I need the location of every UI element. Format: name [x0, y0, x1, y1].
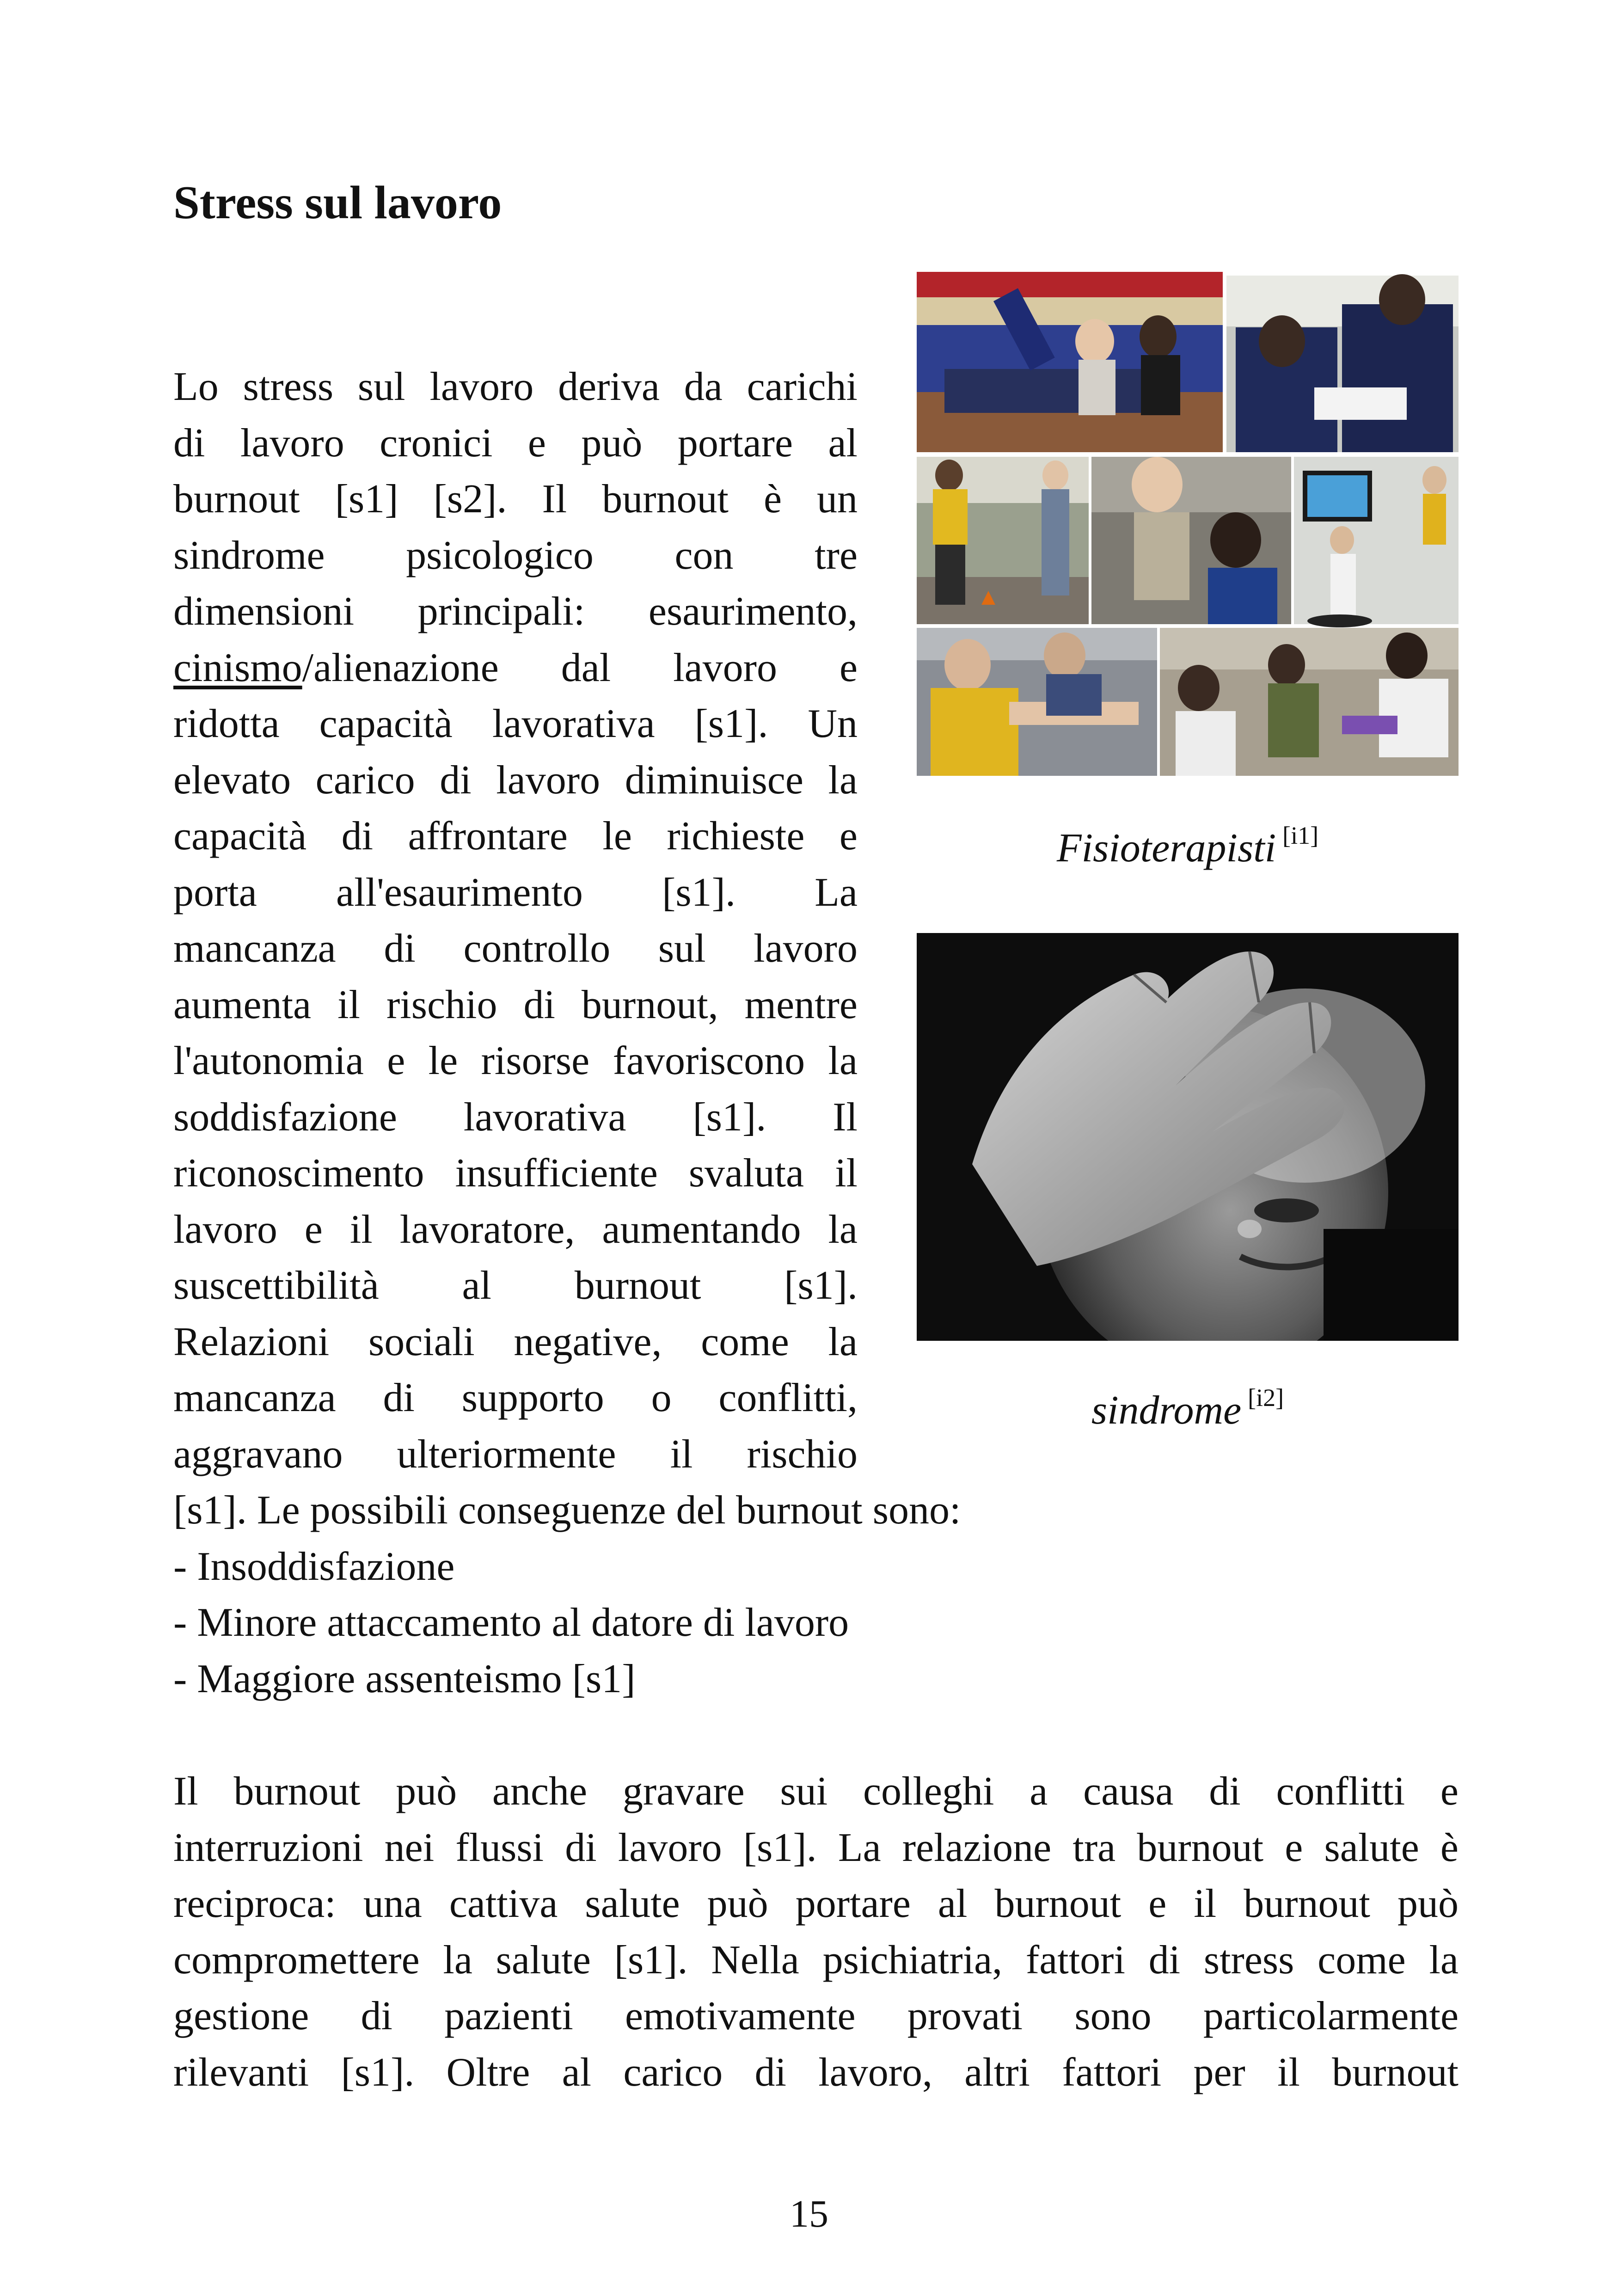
list-item: - Minore attaccamento al datore di lavoro	[173, 1600, 849, 1645]
text-line: capacità di affrontare le richieste e	[173, 814, 858, 859]
text-line: l'autonomia e le risorse favoriscono la	[173, 1038, 858, 1083]
caption-text: sindrome	[1091, 1388, 1242, 1433]
collage-photo-gym-stretch	[917, 272, 1223, 452]
figure-caption-physiotherapists	[917, 821, 1459, 872]
collage-photo-balance-training	[917, 457, 1089, 624]
stressed-man-photo	[917, 933, 1459, 1341]
image-reference: [i1]	[1282, 822, 1319, 849]
physiotherapy-collage-image	[917, 272, 1459, 776]
list-item: - Maggiore assenteismo [s1]	[173, 1656, 636, 1701]
list-item: - Insoddisfazione	[173, 1544, 455, 1589]
cinismo-link[interactable]: cinismo	[173, 645, 302, 690]
page-number: 15	[790, 2192, 828, 2235]
text-line: gestione di pazienti emotivamente provati sono particolarmente	[173, 1994, 1459, 2038]
consequences-block	[173, 1482, 1283, 1707]
text-line: suscettibilità al burnout [s1].	[173, 1263, 858, 1308]
text-line: aumenta il rischio di burnout, mentre	[173, 982, 858, 1027]
collage-photo-presentation	[1294, 457, 1459, 627]
text-line: interruzioni nei flussi di lavoro [s1]. La relazione tra burnout e salute è	[173, 1825, 1459, 1870]
text-line-with-link	[173, 640, 858, 696]
second-paragraph	[173, 1763, 1459, 2100]
text-line: soddisfazione lavorativa [s1]. Il	[173, 1094, 858, 1140]
collage-photo-shoulder-therapy	[917, 628, 1157, 776]
text-line: burnout [s1] [s2]. Il burnout è un	[173, 477, 858, 522]
text-line: mancanza di controllo sul lavoro	[173, 926, 858, 971]
text-line: dimensioni principali: esaurimento,	[173, 589, 858, 634]
collage-photo-knee-exam	[1226, 274, 1459, 452]
caption-text: Fisioterapisti	[1056, 826, 1276, 871]
text-line: di lavoro cronici e può portare al	[173, 420, 858, 466]
collage-photo-arm-exam	[1091, 457, 1291, 624]
text-line: reciproca: una cattiva salute può portare al burnout e il burnout può	[173, 1881, 1459, 1926]
text-line: [s1]. Le possibili conseguenze del burnout sono:	[173, 1488, 961, 1533]
image-reference: [i2]	[1248, 1384, 1284, 1412]
text-line: lavoro e il lavoratore, aumentando la	[173, 1207, 858, 1252]
section-heading: Stress sul lavoro	[173, 177, 502, 229]
text-line: compromettere la salute [s1]. Nella psichiatria, fattori di stress come la	[173, 1937, 1459, 1983]
text-line: Il burnout può anche gravare sui colleghi a causa di conflitti e	[173, 1769, 1459, 1814]
text-line: Relazioni sociali negative, come la	[173, 1319, 858, 1364]
collage-photo-bedside-care	[1160, 628, 1459, 776]
text-line: rilevanti [s1]. Oltre al carico di lavoro, altri fattori per il burnout	[173, 2050, 1459, 2095]
text-line: aggravano ulteriormente il rischio	[173, 1431, 858, 1477]
text-line: elevato carico di lavoro diminuisce la	[173, 757, 858, 803]
text-line: porta all'esaurimento [s1]. La	[173, 870, 858, 915]
figure-caption-syndrome	[917, 1383, 1459, 1434]
text-line: sindrome psicologico con tre	[173, 533, 858, 578]
text-line: mancanza di supporto o conflitti,	[173, 1375, 858, 1420]
intro-paragraph	[173, 359, 858, 1482]
text-fragment: /alienazione dal lavoro e	[302, 645, 858, 690]
text-line: Lo stress sul lavoro deriva da carichi	[173, 364, 858, 409]
text-line: ridotta capacità lavorativa [s1]. Un	[173, 701, 858, 746]
text-line: riconoscimento insufficiente svaluta il	[173, 1151, 858, 1196]
